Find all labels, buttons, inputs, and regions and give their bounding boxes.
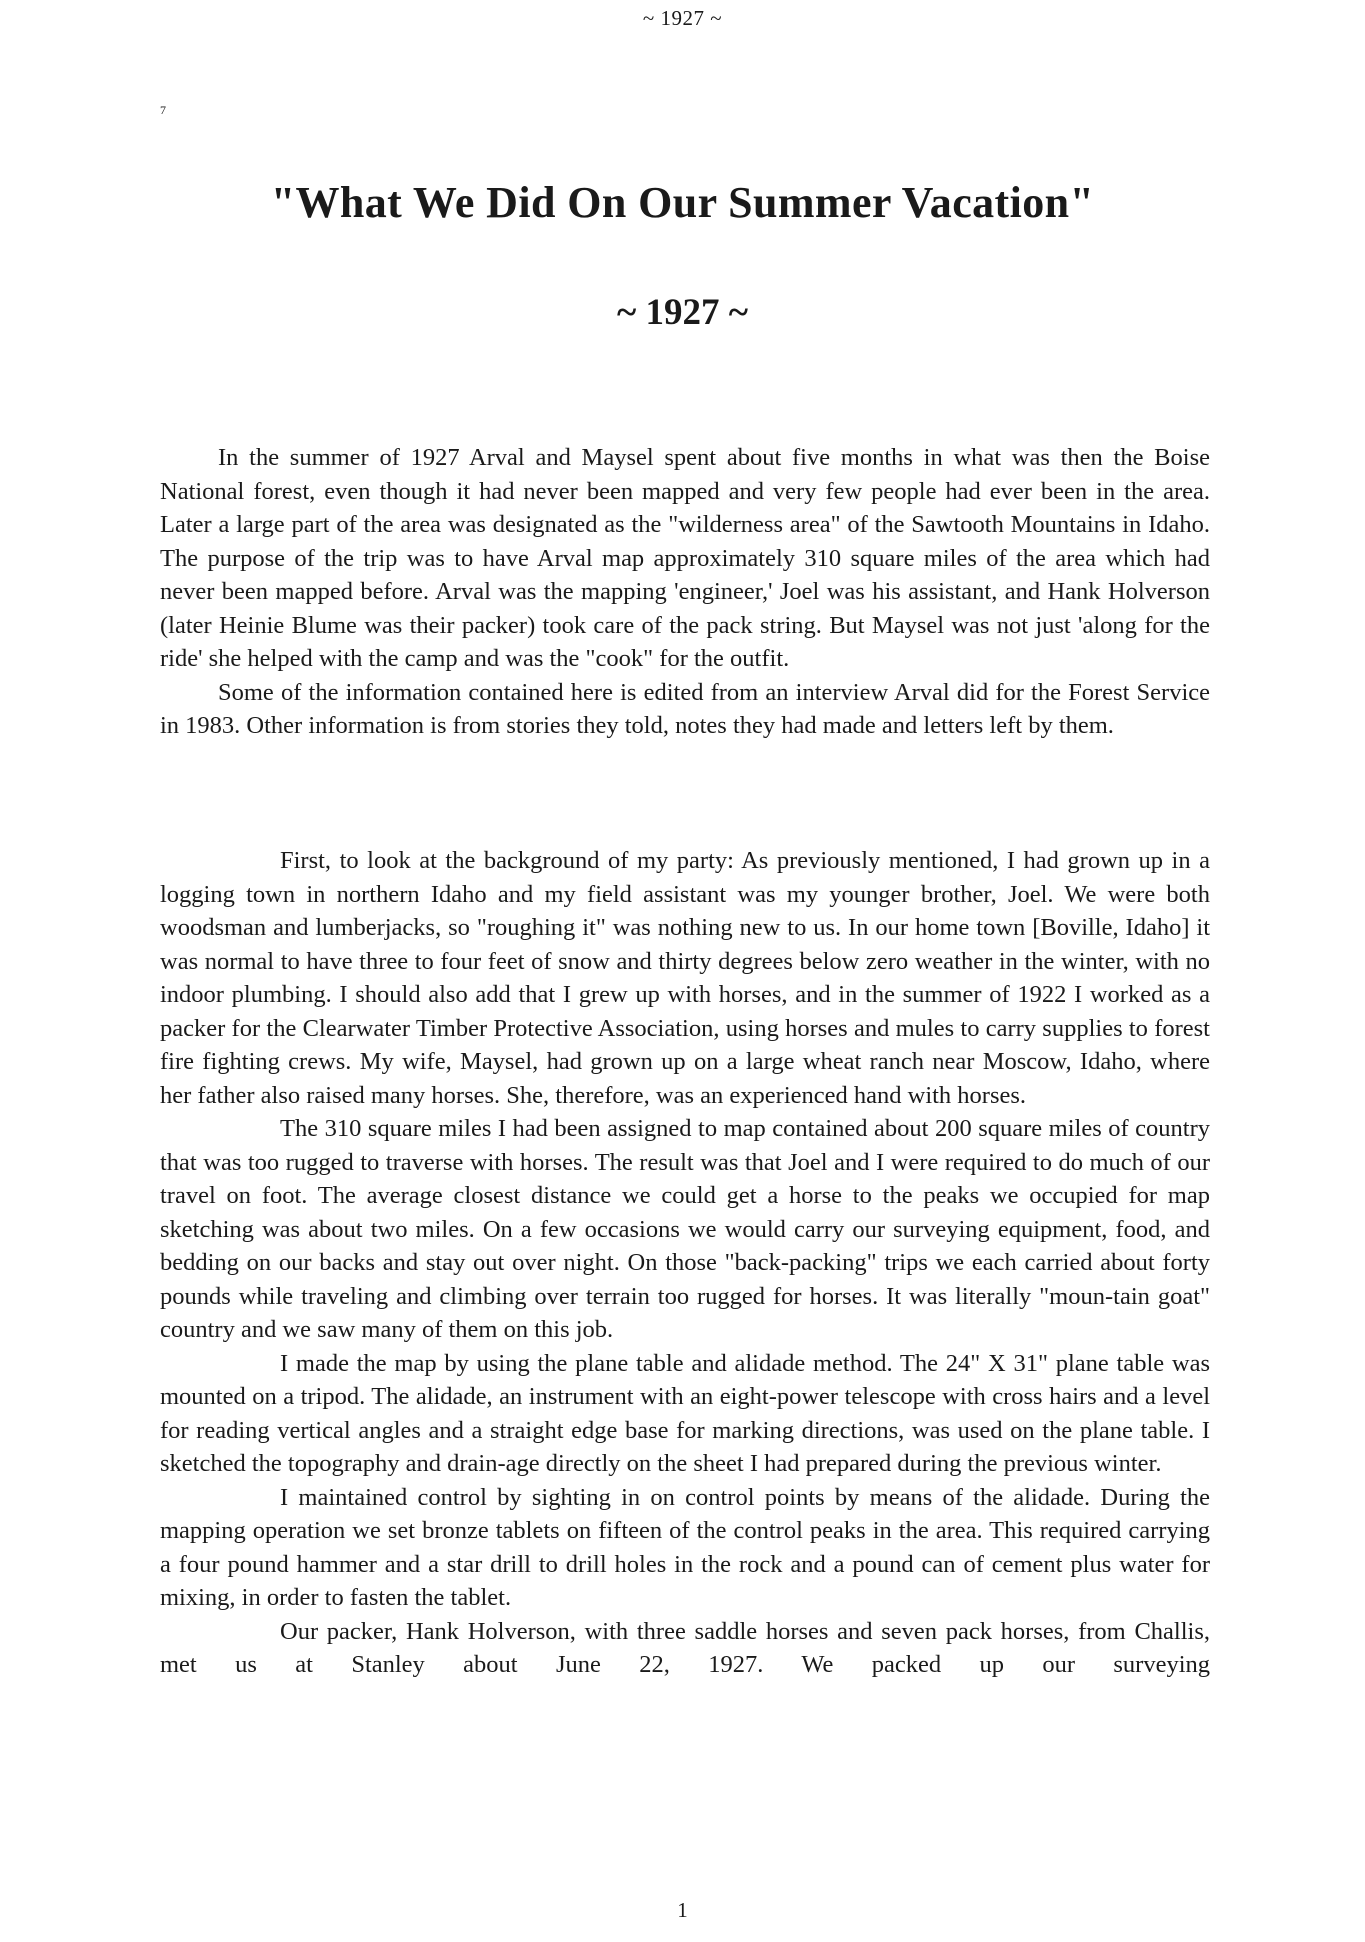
narrative-paragraph: I maintained control by sighting in on control points by means of the alidade. During the mapping operation we set bronze tablets on fifteen of the control peaks in the area. This required carrying a four pound hammer and a star drill to drill holes in the rock and a pound can of cement plus water for mixing, in order to fasten the tablet.: [160, 1483, 1210, 1611]
page-title: "What We Did On Our Summer Vacation": [270, 178, 1095, 227]
intro-paragraph: Some of the information contained here is edited from an interview Arval did for the Forest Service in 1983. Other information is from stories they told, notes they had made and letters left by them.: [160, 678, 1210, 739]
margin-mark: 7: [160, 103, 166, 117]
narrative-paragraph: Our packer, Hank Holverson, with three saddle horses and seven pack horses, from Challis, met us at Stanley about June 22, 1927. We packed up our surveying: [160, 1617, 1210, 1678]
narrative-section: [160, 844, 1210, 1682]
narrative-paragraph: I made the map by using the plane table and alidade method. The 24" X 31" plane table was mounted on a tripod. The alidade, an instrument with an eight-power telescope with cross hairs and a level for reading vertical angles and a straight edge base for marking directions, was used on the plane table. I sketched the topography and drain-age directly on the sheet I had prepared during the previous winter.: [160, 1349, 1210, 1477]
intro-paragraph: In the summer of 1927 Arval and Maysel spent about five months in what was then the Boise National forest, even though it had never been mapped and very few people had ever been in the area. Later a large part of the area was designated as the "wilderness area" of the Sawtooth Mountains in Idaho. The purpose of the trip was to have Arval map approximately 310 square miles of the area which had never been mapped before. Arval was the mapping 'engineer,' Joel was his assistant, and Hank Holverson (later Heinie Blume was their packer) took care of the pack string. But Maysel was not just 'along for the ride' she helped with the camp and was the "cook" for the outfit.: [160, 444, 1210, 672]
page-subtitle: ~ 1927 ~: [617, 292, 748, 333]
running-header: ~ 1927 ~: [642, 6, 723, 30]
intro-section: [160, 441, 1210, 743]
page-number: 1: [677, 1898, 688, 1922]
narrative-paragraph: First, to look at the background of my party: As previously mentioned, I had grown up in a logging town in northern Idaho and my field assistant was my younger brother, Joel. We were both woodsman and lumberjacks, so "roughing it" was nothing new to us. In our home town [Boville, Idaho] it was normal to have three to four feet of snow and thirty degrees below zero weather in the winter, with no indoor plumbing. I should also add that I grew up with horses, and in the summer of 1922 I worked as a packer for the Clearwater Timber Protective Association, using horses and mules to carry supplies to forest fire fighting crews. My wife, Maysel, had grown up on a large wheat ranch near Moscow, Idaho, where her father also raised many horses. She, therefore, was an experienced hand with horses.: [160, 847, 1210, 1109]
narrative-paragraph: The 310 square miles I had been assigned to map contained about 200 square miles of country that was too rugged to traverse with horses. The result was that Joel and I were required to do much of our travel on foot. The average closest distance we could get a horse to the peaks we occupied for map sketching was about two miles. On a few occasions we would carry our surveying equipment, food, and bedding on our backs and stay out over night. On those "back-packing" trips we each carried about forty pounds while traveling and climbing over terrain too rugged for horses. It was literally "moun-tain goat" country and we saw many of them on this job.: [160, 1115, 1210, 1343]
